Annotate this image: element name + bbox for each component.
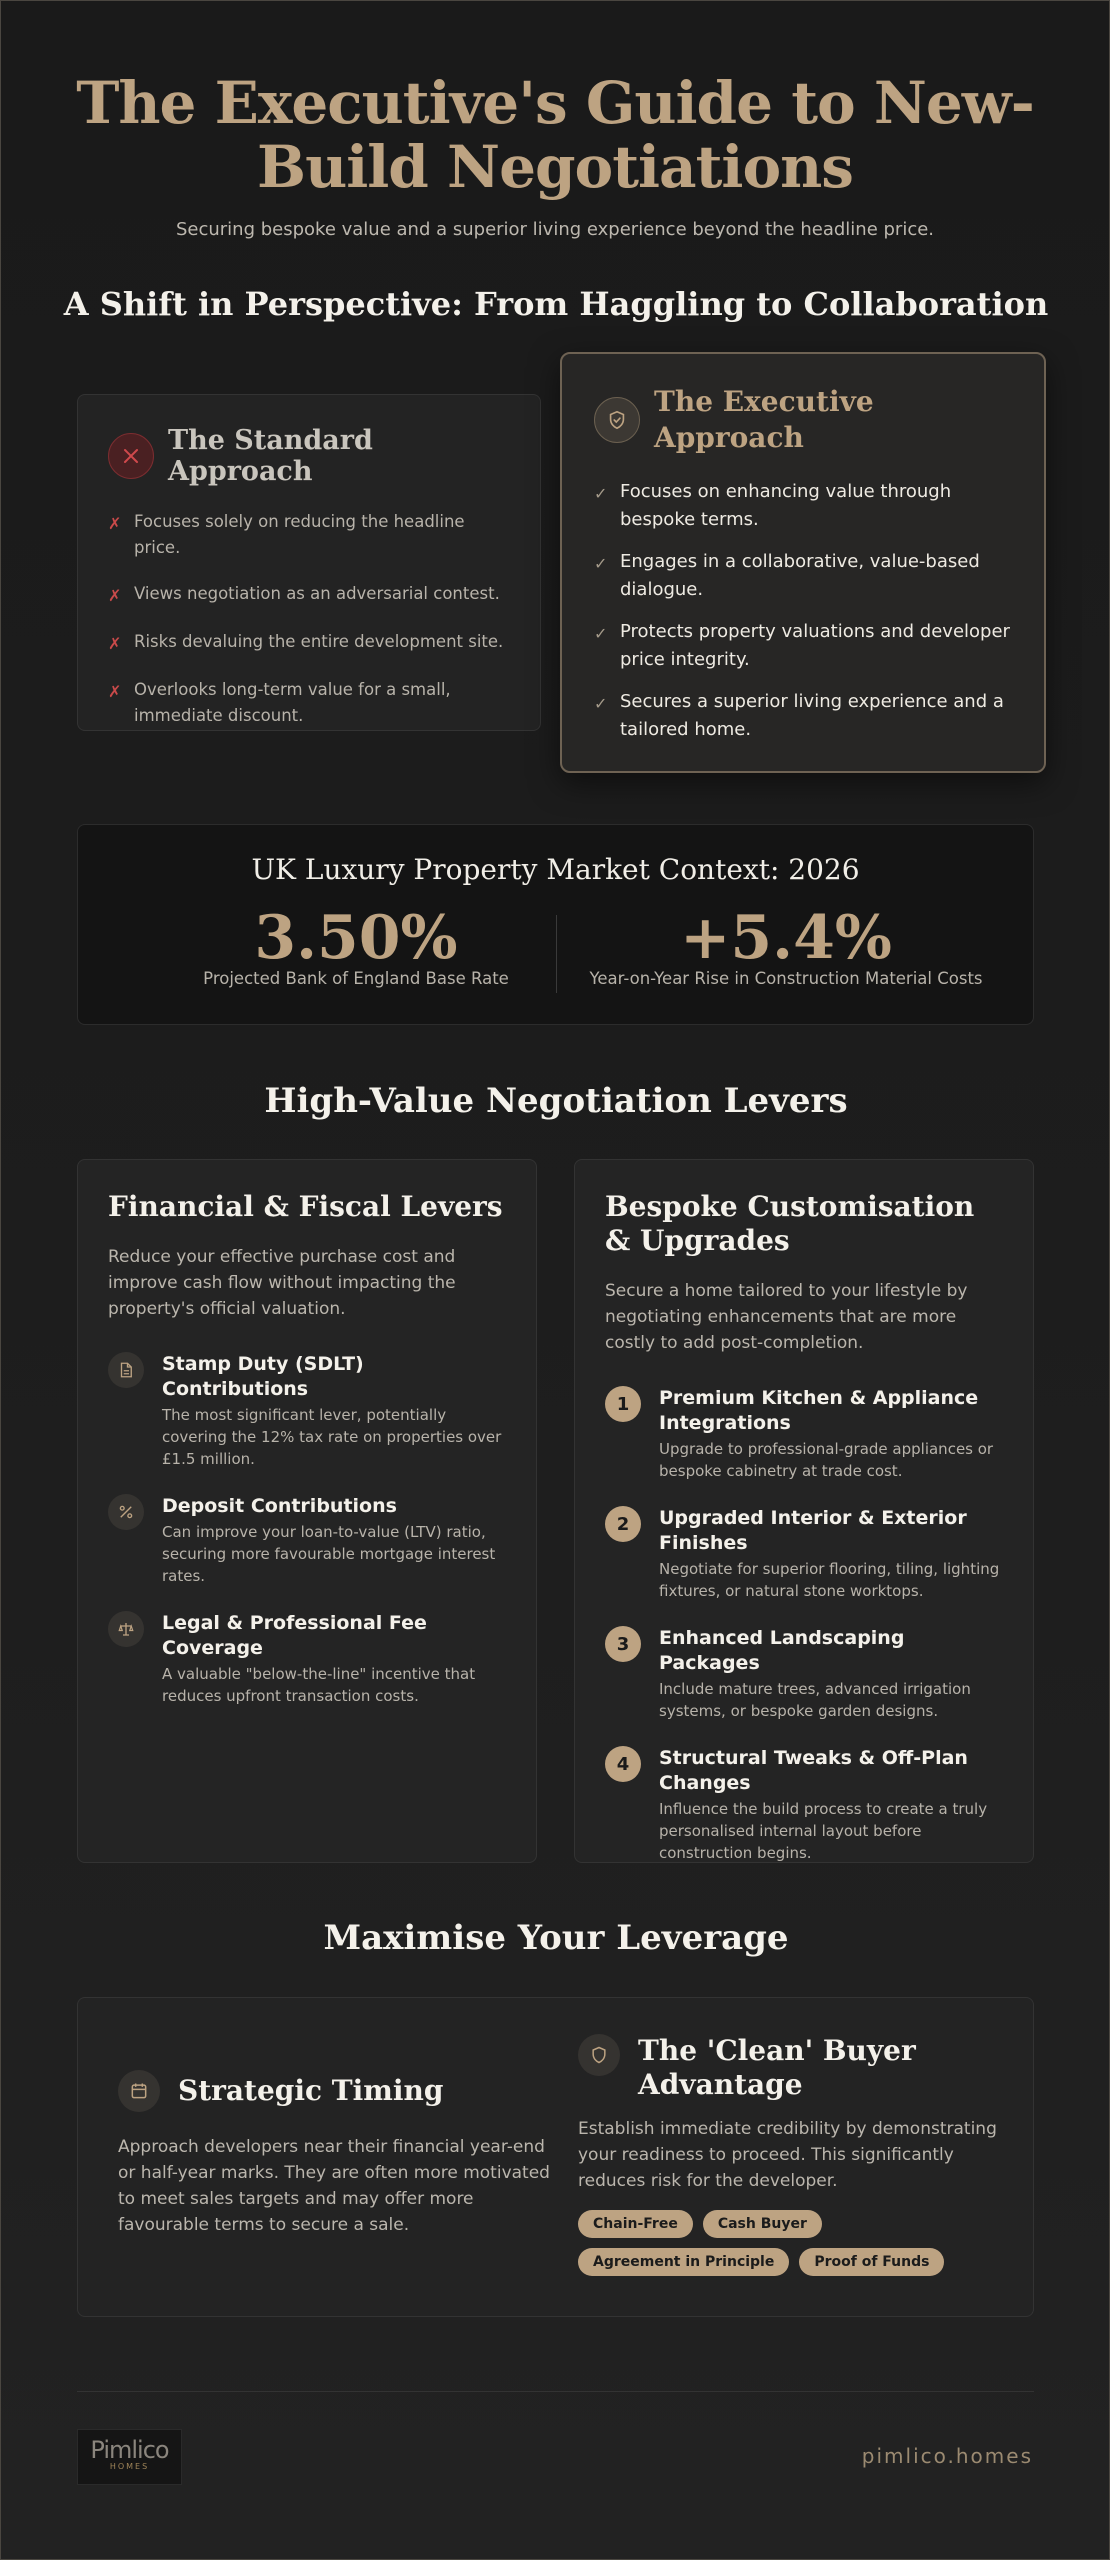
footer-divider <box>77 2391 1034 2392</box>
stat-value: +5.4% <box>680 903 892 973</box>
list-item <box>605 1746 1003 1864</box>
tag-proof-of-funds: Proof of Funds <box>799 2248 944 2276</box>
cross-icon: ✗ <box>108 514 122 533</box>
stat-label: Projected Bank of England Base Rate <box>203 969 509 988</box>
stat-base-rate <box>156 905 556 988</box>
logo-subtitle: HOMES <box>109 2462 150 2471</box>
financial-levers-intro: Reduce your effective purchase cost and improve cash flow without impacting the property's official valuation. <box>108 1247 456 1319</box>
pimlico-logo <box>77 2429 182 2485</box>
standard-approach-list <box>108 509 510 729</box>
step-number: 1 <box>605 1386 641 1422</box>
executive-approach-card <box>560 352 1046 773</box>
document-icon <box>108 1352 144 1388</box>
item-title: Structural Tweaks & Off-Plan Changes <box>659 1747 968 1794</box>
scales-icon <box>108 1611 144 1647</box>
item-title: Legal & Professional Fee Coverage <box>162 1612 427 1659</box>
financial-levers-card <box>77 1159 537 1863</box>
item-title: Deposit Contributions <box>162 1495 397 1517</box>
leverage-title: Maximise Your Leverage <box>323 1918 789 1958</box>
item-title: Upgraded Interior & Exterior Finishes <box>659 1507 967 1554</box>
list-item <box>108 629 510 657</box>
list-item <box>108 1352 506 1470</box>
step-number: 3 <box>605 1626 641 1662</box>
buyer-tags <box>578 2210 978 2276</box>
market-context-title: UK Luxury Property Market Context: 2026 <box>251 853 860 886</box>
page-subtitle: Securing bespoke value and a superior living experience beyond the headline price. <box>175 219 935 240</box>
logo-name: Pimlico <box>90 2436 169 2464</box>
step-number: 2 <box>605 1506 641 1542</box>
cross-icon: ✗ <box>108 634 122 653</box>
list-item <box>594 688 1012 744</box>
list-item-text: Focuses on enhancing value through bespoke terms. <box>620 481 952 530</box>
item-desc: Negotiate for superior flooring, tiling, lighting fixtures, or natural stone worktops. <box>659 1560 1000 1600</box>
list-item <box>108 581 510 609</box>
tag-agreement-in-principle: Agreement in Principle <box>578 2248 789 2276</box>
list-item <box>605 1386 1003 1482</box>
clean-buyer-block <box>578 2034 998 2276</box>
perspective-title: A Shift in Perspective: From Haggling to Collaboration <box>63 285 1049 323</box>
cross-icon: ✗ <box>108 682 122 701</box>
strategic-timing-block <box>118 2070 558 2238</box>
hero <box>1 1 1109 240</box>
standard-approach-title: The Standard Approach <box>168 425 373 487</box>
item-title: Enhanced Landscaping Packages <box>659 1627 905 1674</box>
list-item-text: Protects property valuations and developer price integrity. <box>620 621 1010 670</box>
check-icon: ✓ <box>594 554 608 573</box>
list-item-text: Secures a superior living experience and a tailored home. <box>620 691 1004 740</box>
list-item <box>108 677 510 729</box>
shield-check-icon <box>594 397 640 443</box>
executive-approach-title: The Executive Approach <box>654 385 874 454</box>
list-item <box>108 509 510 561</box>
check-icon: ✓ <box>594 484 608 503</box>
item-desc: Include mature trees, advanced irrigation systems, or bespoke garden designs. <box>659 1680 971 1720</box>
strategic-timing-text: Approach developers near their financial year-end or half-year marks. They are often more motivated to meet sales targets and may offer more favourable terms to secure a sale. <box>118 2137 550 2235</box>
list-item <box>605 1626 1003 1722</box>
item-desc: Upgrade to professional-grade appliances or bespoke cabinetry at trade cost. <box>659 1440 994 1480</box>
bespoke-customisation-card <box>574 1159 1034 1863</box>
standard-approach-card <box>77 394 541 731</box>
list-item-text: Engages in a collaborative, value-based dialogue. <box>620 551 980 600</box>
stat-label: Year-on-Year Rise in Construction Material Costs <box>589 969 983 988</box>
list-item-text: Views negotiation as an adversarial contest. <box>134 584 500 603</box>
list-item <box>108 1494 506 1587</box>
levers-title: High-Value Negotiation Levers <box>264 1081 848 1121</box>
list-item <box>594 478 1012 534</box>
stat-value: 3.50% <box>254 903 458 973</box>
strategic-timing-title: Strategic Timing <box>178 2074 444 2107</box>
list-item <box>594 618 1012 674</box>
item-desc: A valuable "below-the-line" incentive that reduces upfront transaction costs. <box>162 1665 476 1705</box>
check-icon: ✓ <box>594 624 608 643</box>
clean-buyer-title: The 'Clean' Buyer Advantage <box>638 2034 916 2101</box>
cross-icon: ✗ <box>108 586 122 605</box>
list-item <box>605 1506 1003 1602</box>
list-item <box>108 1611 506 1707</box>
step-number: 4 <box>605 1746 641 1782</box>
market-context-panel <box>77 824 1034 1025</box>
check-icon: ✓ <box>594 694 608 713</box>
website-link[interactable]: pimlico.homes <box>861 2444 1033 2468</box>
stat-construction-costs <box>556 905 1016 988</box>
bespoke-customisation-title: Bespoke Customisation & Upgrades <box>605 1190 975 1257</box>
item-desc: Can improve your loan-to-value (LTV) ratio, securing more favourable mortgage interest rates. <box>162 1523 496 1585</box>
item-title: Premium Kitchen & Appliance Integrations <box>659 1387 979 1434</box>
list-item-text: Risks devaluing the entire development site. <box>134 632 504 651</box>
x-icon <box>108 433 154 479</box>
executive-approach-header <box>594 384 1012 456</box>
tag-cash-buyer: Cash Buyer <box>703 2210 822 2238</box>
bespoke-customisation-intro: Secure a home tailored to your lifestyle by negotiating enhancements that are more costly to add post-completion. <box>605 1281 968 1353</box>
percent-icon <box>108 1494 144 1530</box>
item-title: Stamp Duty (SDLT) Contributions <box>162 1353 364 1400</box>
list-item-text: Focuses solely on reducing the headline price. <box>134 512 465 557</box>
executive-approach-list <box>594 478 1012 744</box>
list-item-text: Overlooks long-term value for a small, immediate discount. <box>134 680 451 725</box>
shield-icon <box>578 2034 620 2076</box>
page-title: The Executive's Guide to New-Build Negotiations <box>76 69 1034 201</box>
calendar-icon <box>118 2070 160 2112</box>
tag-chain-free: Chain-Free <box>578 2210 693 2238</box>
clean-buyer-text: Establish immediate credibility by demonstrating your readiness to proceed. This significantly reduces risk for the developer. <box>578 2119 997 2191</box>
list-item <box>594 548 1012 604</box>
financial-levers-title: Financial & Fiscal Levers <box>108 1190 503 1223</box>
standard-approach-header <box>108 425 510 487</box>
item-desc: Influence the build process to create a truly personalised internal layout before construction begins. <box>659 1800 988 1862</box>
leverage-card <box>77 1997 1034 2317</box>
item-desc: The most significant lever, potentially covering the 12% tax rate on properties over £1.5 million. <box>162 1406 502 1468</box>
